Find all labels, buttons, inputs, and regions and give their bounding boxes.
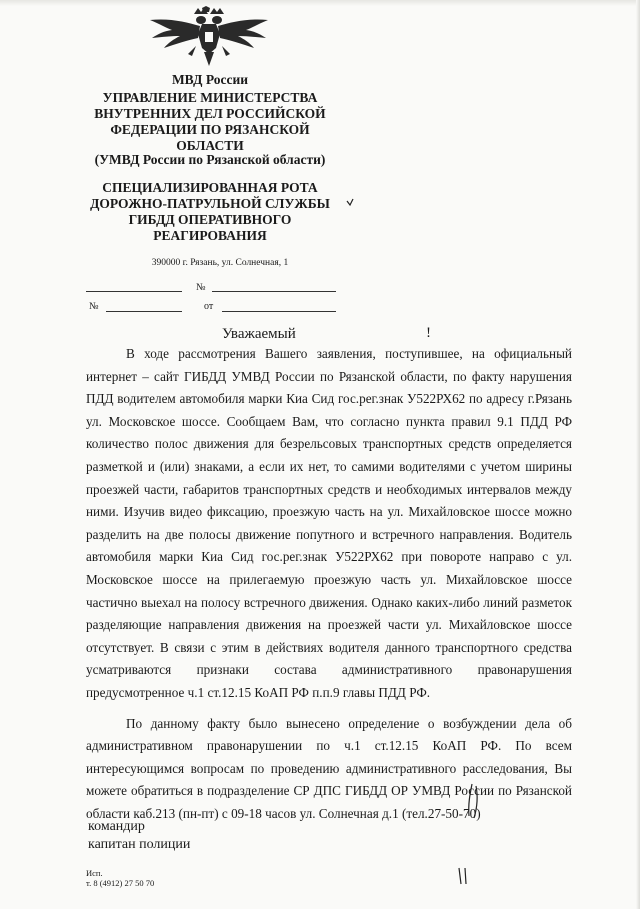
unit-line: СПЕЦИАЛИЗИРОВАННАЯ РОТА [102, 180, 318, 195]
body-paragraph: По данному факту было вынесено определение о возбуждении дела об административном правонарушении по ч.1 ст.12.15 КоАП РФ. По всем интересующимся вопросам по проведению административного расследования, Вы можете обратиться в подразделение СР ДПС ГИБДД ОР УМВД России по Рязанской области каб.213 (пн-пт) с 09-18 часов ул. Солнечная д.1 (тел.27-50-70) [86, 715, 572, 821]
department-line: ФЕДЕРАЦИИ ПО РЯЗАНСКОЙ [110, 122, 310, 137]
salutation-end: ! [426, 325, 431, 341]
sender-address: 390000 г. Рязань, ул. Солнечная, 1 [151, 258, 289, 268]
body-paragraph: В ходе рассмотрения Вашего заявления, поступившее, на официальный интернет – сайт ГИБДД УМВД России по Рязанской области, по факту нарушения ПДД водителем автомобиля марки Киа Сид гос.рег.знак У522РХ62 по адресу г.Рязань ул. Московское шоссе. Сообщаем Вам, что согласно пункта правил 9.1 ПДД РФ количество полос движения для безрельсовых транспортных средств определяется разметкой и (или) знаками, а если их нет, то самими водителями с учетом ширины проезжей части, габаритов транспортных средств и необходимых интервалов между ними. Изучив видео фиксацию, проезжую часть на ул. Михайловское шоссе можно разделить на две полосы движение попутного и встречного направления. Водитель автомобиля марки Киа Сид гос.рег.знак У522РХ62 при повороте направо с ул. Московское шоссе на прилегаемую проезжую часть ул. Михайловское шоссе частично выехал на полосу встречного движения. Однако каких-либо линий разметок разделяющие направления движения на проезжей части ул. Михайловское шоссе отсутствует. В связи с этим в действиях водителя данного транспортного средства усматриваются признаки состава административного правонарушения предусмотренное ч.1 ст.12.15 КоАП РФ п.п.9 главы ПДД РФ. [86, 346, 572, 700]
double-headed-eagle-emblem [146, 6, 272, 68]
scan-edge [0, 0, 640, 6]
department-line: ВНУТРЕННИХ ДЕЛ РОССИЙСКОЙ [94, 106, 326, 121]
signatory-position: командир [88, 819, 145, 834]
unit-name [40, 180, 380, 244]
scan-edge [636, 0, 640, 909]
department-short-name: (УМВД России по Рязанской области) [94, 152, 326, 167]
registration-date-line [86, 291, 182, 292]
reference-number-sign: № [89, 301, 99, 312]
executor-phone: т. 8 (4912) 27 50 70 [86, 878, 155, 888]
letter-body [86, 343, 572, 825]
unit-line: РЕАГИРОВАНИЯ [153, 228, 267, 243]
department-name [40, 90, 380, 154]
registration-number-sign: № [196, 282, 206, 293]
unit-line: ДОРОЖНО-ПАТРУЛЬНОЙ СЛУЖБЫ [90, 196, 330, 211]
unit-line: ГИБДД ОПЕРАТИВНОГО [128, 212, 292, 227]
handwritten-signature [464, 782, 486, 822]
executor-label: Исп. [86, 868, 103, 878]
reference-from-label: от [204, 301, 214, 312]
reference-number-line [106, 311, 182, 312]
department-line: ОБЛАСТИ [176, 138, 244, 153]
signatory-rank: капитан полиции [88, 837, 191, 852]
pen-mark [344, 195, 356, 207]
registration-number-line [212, 291, 336, 292]
department-line: УПРАВЛЕНИЕ МИНИСТЕРСТВА [102, 90, 318, 105]
ministry-title: МВД России [171, 72, 249, 87]
handwritten-signature [455, 866, 471, 886]
salutation: Уважаемый [222, 326, 296, 342]
reference-date-line [222, 311, 336, 312]
